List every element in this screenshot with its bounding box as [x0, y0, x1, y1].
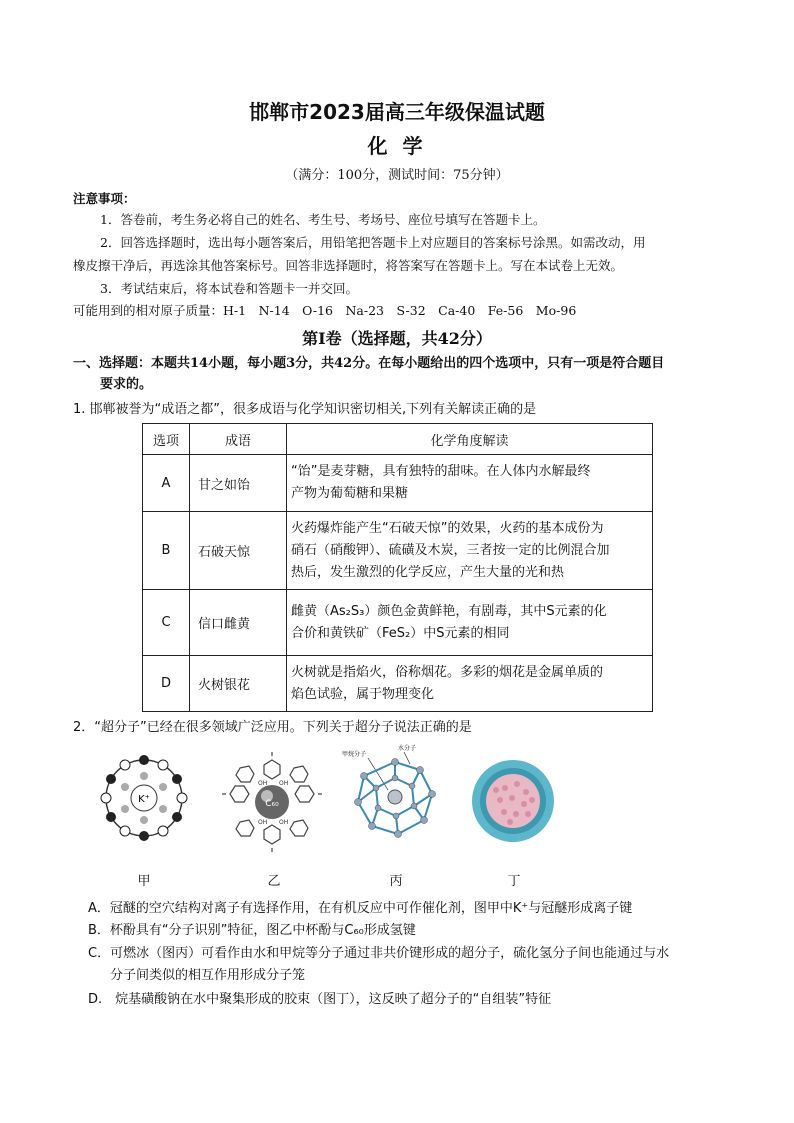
row-idiom: 石破天惊 [190, 512, 287, 590]
q2-option-a: A．冠醚的空穴结构对离子有选择作用，在有机反应中可作催化剂，图甲中K⁺与冠醚形成离子键 [88, 901, 633, 916]
table-row [143, 656, 653, 712]
calixarene-figure [222, 752, 322, 852]
methane-label: 甲烷分子 [342, 751, 367, 758]
water-label: 水分子 [398, 745, 417, 752]
figure-label-yi: 乙 [267, 874, 281, 889]
explanation-line: “饴”是麦芽糖，具有独特的甜味。在人体内水解最终 [291, 464, 591, 479]
note-item: 1．答卷前，考生务必将自己的姓名、考生号、考场号、座位号填写在答题卡上。 [100, 212, 546, 227]
header-explanation: 化学角度解读 [287, 424, 653, 455]
atomic-mass-line: 可能用到的相对原子质量：H-1 N-14 O-16 Na-23 S-32 Ca-40 Fe-56 Mo-96 [73, 303, 577, 318]
q2-option-c-cont: 分子间类似的相互作用形成分子笼 [110, 968, 306, 983]
micelle-figure [470, 758, 556, 844]
explanation-line: 热后，发生激烈的化学反应，产生大量的光和热 [291, 564, 565, 580]
explanation-line: 雌黄（As₂S₃）颜色金黄鲜艳，有剧毒，其中S元素的化 [291, 603, 607, 619]
q2-option-d: D. 烷基磺酸钠在水中聚集形成的胶束（图丁），这反映了超分子的“自组装”特征 [88, 992, 552, 1007]
crown-ether-figure [96, 750, 192, 846]
score-line: （满分：100分，测试时间：75分钟） [285, 168, 509, 183]
note-item: 橡皮擦干净后，再选涂其他答案标号。回答非选择题时，将答案写在答题卡上。写在本试卷上无效。 [73, 258, 624, 273]
row-idiom: 甘之如饴 [190, 455, 287, 512]
row-explanation [287, 512, 653, 590]
section-heading-cont: 要求的。 [100, 377, 153, 392]
row-option: A [143, 455, 190, 512]
row-explanation [287, 590, 653, 656]
row-option: D [143, 656, 190, 712]
explanation-line: 火药爆炸能产生“石破天惊”的效果，火药的基本成份为 [291, 520, 604, 536]
q2-option-b: B．杯酚具有“分子识别”特征，图乙中杯酚与C₆₀形成氢键 [88, 923, 416, 938]
exam-title: 邯郸市2023届高三年级保温试题 [249, 100, 545, 124]
figure-label-ding: 丁 [507, 874, 521, 889]
c60-label: C₆₀ [265, 799, 279, 809]
header-option: 选项 [143, 424, 190, 455]
subject-title: 化 学 [367, 134, 427, 158]
row-explanation [287, 455, 653, 512]
row-option: B [143, 512, 190, 590]
q2-option-c: C．可燃冰（图丙）可看作由水和甲烷等分子通过非共价键形成的超分子，硫化氢分子间也能通过与水 [88, 946, 670, 961]
q2-stem: 2．“超分子”已经在很多领域广泛应用。下列关于超分子说法正确的是 [73, 720, 472, 735]
note-item: 3．考试结束后，将本试卷和答题卡一并交回。 [100, 281, 358, 296]
q1-table [142, 423, 653, 712]
explanation-line: 合价和黄铁矿（FeS₂）中S元素的相同 [291, 625, 510, 641]
row-idiom: 信口雌黄 [190, 590, 287, 656]
k-ion-label: K⁺ [138, 794, 150, 805]
table-row [143, 512, 653, 590]
row-explanation [287, 656, 653, 712]
row-idiom: 火树银花 [190, 656, 287, 712]
oh-label: OH [279, 819, 289, 826]
notes-heading: 注意事项： [73, 191, 136, 206]
table-header-row [143, 424, 653, 455]
oh-label: OH [258, 819, 268, 826]
figure-label-jia: 甲 [137, 874, 151, 889]
table-row [143, 455, 653, 512]
q1-stem: 1. 邯郸被誉为“成语之都”，很多成语与化学知识密切相关,下列有关解读正确的是 [73, 402, 537, 417]
clathrate-figure [340, 742, 450, 852]
section-heading: 一、选择题：本题共14小题，每小题3分，共42分。在每小题给出的四个选项中，只有一项是符合题目 [73, 356, 665, 371]
note-item: 2．回答选择题时，选出每小题答案后，用铅笔把答题卡上对应题目的答案标号涂黑。如需改动，用 [100, 235, 646, 250]
header-idiom: 成语 [190, 424, 287, 455]
explanation-line: 硝石（硝酸钾）、硫磺及木炭，三者按一定的比例混合加 [291, 542, 610, 558]
figure-label-bing: 丙 [389, 874, 403, 889]
oh-label: OH [279, 780, 289, 787]
table-row [143, 590, 653, 656]
row-option: C [143, 590, 190, 656]
explanation-line: 焰色试验，属于物理变化 [291, 686, 435, 702]
oh-label: OH [258, 780, 268, 787]
part1-title: 第Ⅰ卷（选择题，共42分） [302, 329, 492, 348]
explanation-line: 火树就是指焰火，俗称烟花。多彩的烟花是金属单质的 [291, 664, 604, 680]
explanation-line: 产物为葡萄糖和果糖 [291, 486, 409, 501]
